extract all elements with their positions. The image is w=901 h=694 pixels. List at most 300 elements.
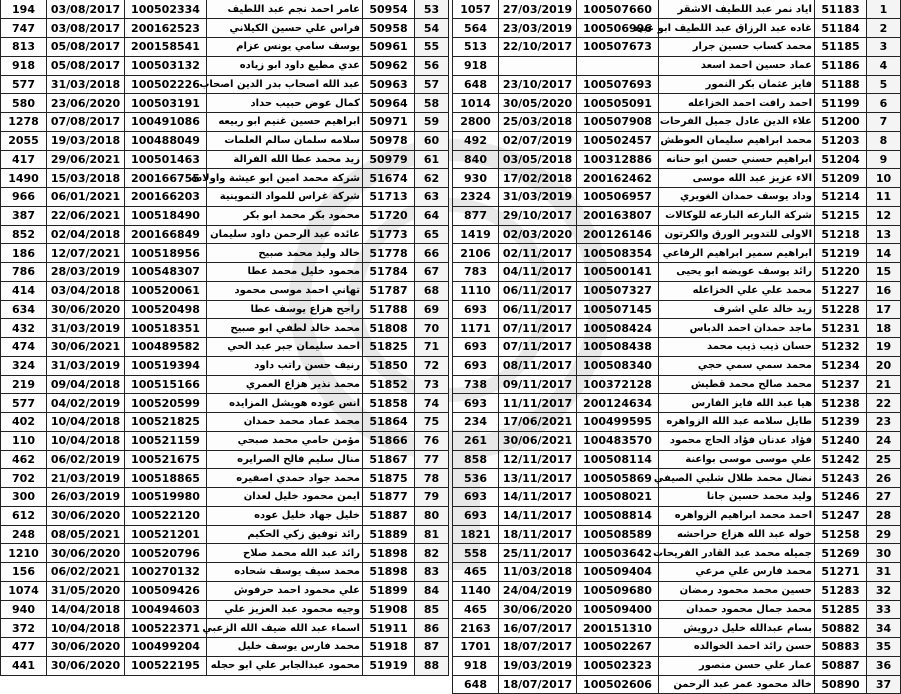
amount-cell: 110: [1, 431, 47, 450]
name-cell: عماد حسين احمد اسعد: [659, 56, 815, 75]
date-cell: 06/01/2021: [47, 188, 125, 207]
table-row: [453, 619, 901, 638]
account-id-cell: 100521159: [125, 431, 207, 450]
name-cell: عدي مطيع داود ابو زياده: [207, 56, 363, 75]
amount-cell: 186: [1, 244, 47, 263]
name-cell: خليل جهاد خليل عوده: [207, 506, 363, 525]
name-cell: زيد خالد علي اشرف: [659, 300, 815, 319]
account-id-cell: 100509680: [577, 581, 659, 600]
table-row: [1, 525, 449, 544]
account-id-cell: 100503642: [577, 544, 659, 563]
account-id-cell: 100508354: [577, 244, 659, 263]
sequence-cell: 82: [415, 544, 449, 563]
date-cell: 22/06/2021: [47, 206, 125, 225]
code-cell: 51186: [815, 56, 867, 75]
account-id-cell: 100501463: [125, 150, 207, 169]
sequence-cell: 16: [867, 281, 901, 300]
name-cell: عمار علي حسن منصور: [659, 656, 815, 675]
table-row: [453, 19, 901, 38]
date-cell: 18/11/2017: [499, 525, 577, 544]
code-cell: 51713: [363, 188, 415, 207]
date-cell: 15/03/2018: [47, 169, 125, 188]
sequence-cell: 63: [415, 188, 449, 207]
sequence-cell: 67: [415, 263, 449, 282]
name-cell: راجح هزاع يوسف عطا: [207, 300, 363, 319]
account-id-cell: 200166849: [125, 225, 207, 244]
account-id-cell: 100507660: [577, 0, 659, 19]
table-row: [453, 281, 901, 300]
code-cell: 51875: [363, 469, 415, 488]
amount-cell: 930: [453, 169, 499, 188]
amount-cell: 918: [453, 656, 499, 675]
amount-cell: 414: [1, 281, 47, 300]
date-cell: 10/04/2018: [47, 431, 125, 450]
account-id-cell: 100489582: [125, 338, 207, 357]
name-cell: محمد جمال محمود حمدان: [659, 600, 815, 619]
table-row: [1, 450, 449, 469]
amount-cell: 1278: [1, 113, 47, 132]
date-cell: 27/03/2019: [499, 0, 577, 19]
name-cell: محمد فارس علي مرعي: [659, 563, 815, 582]
account-id-cell: 100483570: [577, 431, 659, 450]
code-cell: 51850: [363, 356, 415, 375]
amount-cell: 2800: [453, 113, 499, 132]
amount-cell: 577: [1, 75, 47, 94]
account-id-cell: 100500141: [577, 263, 659, 282]
sequence-cell: 18: [867, 319, 901, 338]
code-cell: 51864: [363, 413, 415, 432]
name-cell: محمد صالح محمد قطيش: [659, 375, 815, 394]
amount-cell: 918: [1, 56, 47, 75]
name-cell: عائده عبد الرحمن داود سليمان: [207, 225, 363, 244]
name-cell: اسماء عبد الله ضيف الله الزعبي: [207, 619, 363, 638]
account-id-cell: 200162523: [125, 19, 207, 38]
name-cell: احمد سليمان جبر عبد الحي: [207, 338, 363, 357]
name-cell: وداد يوسف حمدان الغويري: [659, 188, 815, 207]
name-cell: خوله عبد الله هزاع حراحشه: [659, 525, 815, 544]
table-row: [453, 525, 901, 544]
amount-cell: 966: [1, 188, 47, 207]
account-id-cell: 100506996: [577, 19, 659, 38]
account-id-cell: 100519394: [125, 356, 207, 375]
amount-cell: 693: [453, 506, 499, 525]
amount-cell: 387: [1, 206, 47, 225]
date-cell: 21/03/2019: [47, 469, 125, 488]
sequence-cell: 29: [867, 525, 901, 544]
amount-cell: 693: [453, 338, 499, 357]
table-row: [453, 675, 901, 694]
date-cell: 14/04/2018: [47, 600, 125, 619]
date-cell: 28/03/2019: [47, 263, 125, 282]
sequence-cell: 22: [867, 394, 901, 413]
date-cell: 12/07/2021: [47, 244, 125, 263]
sequence-cell: 88: [415, 656, 449, 675]
code-cell: 51784: [363, 263, 415, 282]
table-row: [453, 150, 901, 169]
date-cell: 04/02/2019: [47, 394, 125, 413]
name-cell: علي موسى موسى بواعنة: [659, 450, 815, 469]
name-cell: وليد محمد حسين جانا: [659, 488, 815, 507]
table-row: [453, 263, 901, 282]
date-cell: 30/06/2021: [499, 431, 577, 450]
code-cell: 51246: [815, 488, 867, 507]
date-cell: 06/11/2017: [499, 281, 577, 300]
account-id-cell: 100502267: [577, 638, 659, 657]
amount-cell: 747: [1, 19, 47, 38]
code-cell: 51911: [363, 619, 415, 638]
date-cell: 11/11/2017: [499, 394, 577, 413]
date-cell: 02/11/2017: [499, 244, 577, 263]
table-row: [453, 75, 901, 94]
sequence-cell: 83: [415, 563, 449, 582]
date-cell: 30/06/2020: [499, 600, 577, 619]
code-cell: 51889: [363, 525, 415, 544]
sequence-cell: 57: [415, 75, 449, 94]
name-cell: نضال محمد طلال شلبي الصيفي: [659, 469, 815, 488]
account-id-cell: 100520498: [125, 300, 207, 319]
table-row: [1, 338, 449, 357]
account-id-cell: 100502226: [125, 75, 207, 94]
code-cell: 51271: [815, 563, 867, 582]
sequence-cell: 80: [415, 506, 449, 525]
date-cell: 31/05/2020: [47, 581, 125, 600]
sequence-cell: 62: [415, 169, 449, 188]
code-cell: 51243: [815, 469, 867, 488]
code-cell: 51919: [363, 656, 415, 675]
sequence-cell: 24: [867, 431, 901, 450]
amount-cell: 1419: [453, 225, 499, 244]
account-id-cell: 100505869: [577, 469, 659, 488]
date-cell: 11/03/2018: [499, 563, 577, 582]
date-cell: 30/06/2020: [47, 506, 125, 525]
account-id-cell: 100509426: [125, 581, 207, 600]
account-id-cell: 100522371: [125, 619, 207, 638]
amount-cell: 194: [1, 0, 47, 19]
table-row: [453, 544, 901, 563]
table-row: [1, 188, 449, 207]
amount-cell: 1110: [453, 281, 499, 300]
date-cell: 25/03/2018: [499, 113, 577, 132]
name-cell: محمود خليل محمد عطا: [207, 263, 363, 282]
date-cell: 19/03/2018: [47, 131, 125, 150]
account-id-cell: 100520599: [125, 394, 207, 413]
table-row: [453, 356, 901, 375]
date-cell: 03/08/2017: [47, 19, 125, 38]
amount-cell: 1210: [1, 544, 47, 563]
amount-cell: 786: [1, 263, 47, 282]
code-cell: 51242: [815, 450, 867, 469]
table-row: [1, 600, 449, 619]
table-row: [1, 581, 449, 600]
date-cell: 07/11/2017: [499, 319, 577, 338]
sequence-cell: 13: [867, 225, 901, 244]
code-cell: 51183: [815, 0, 867, 19]
code-cell: 50962: [363, 56, 415, 75]
account-id-cell: 100518351: [125, 319, 207, 338]
table-row: [1, 319, 449, 338]
account-id-cell: 100502606: [577, 675, 659, 694]
account-id-cell: 200151310: [577, 619, 659, 638]
code-cell: 51258: [815, 525, 867, 544]
table-row: [453, 94, 901, 113]
amount-cell: 702: [1, 469, 47, 488]
code-cell: 51214: [815, 188, 867, 207]
table-row: [453, 0, 901, 19]
name-cell: محمود عبدالجابر علي ابو حجله: [207, 656, 363, 675]
name-cell: محمود بكر محمد ابو بكر: [207, 206, 363, 225]
code-cell: 51237: [815, 375, 867, 394]
name-cell: اياد نمر عبد اللطيف الاشقر: [659, 0, 815, 19]
account-id-cell: 200126146: [577, 225, 659, 244]
sequence-cell: 54: [415, 19, 449, 38]
date-cell: 09/04/2018: [47, 375, 125, 394]
code-cell: 51285: [815, 600, 867, 619]
records-table-right: [452, 0, 901, 694]
table-row: [453, 300, 901, 319]
sequence-cell: 23: [867, 413, 901, 432]
sequence-cell: 28: [867, 506, 901, 525]
account-id-cell: 100508589: [577, 525, 659, 544]
amount-cell: 783: [453, 263, 499, 282]
date-cell: 31/03/2018: [47, 75, 125, 94]
account-id-cell: 100518865: [125, 469, 207, 488]
table-row: [1, 206, 449, 225]
table-row: [1, 19, 449, 38]
sequence-cell: 25: [867, 450, 901, 469]
code-cell: 50963: [363, 75, 415, 94]
table-row: [1, 113, 449, 132]
name-cell: تهاني احمد موسى محمود: [207, 281, 363, 300]
code-cell: 51232: [815, 338, 867, 357]
code-cell: 51269: [815, 544, 867, 563]
name-cell: كمال عوض حبيب حداد: [207, 94, 363, 113]
amount-cell: 840: [453, 150, 499, 169]
date-cell: 14/11/2017: [499, 506, 577, 525]
account-id-cell: 100518490: [125, 206, 207, 225]
code-cell: 51852: [363, 375, 415, 394]
table-row: [453, 169, 901, 188]
code-cell: 51204: [815, 150, 867, 169]
code-cell: 51203: [815, 131, 867, 150]
table-row: [1, 225, 449, 244]
date-cell: 05/08/2017: [47, 56, 125, 75]
amount-cell: 813: [1, 38, 47, 57]
sequence-cell: 12: [867, 206, 901, 225]
table-row: [1, 300, 449, 319]
sequence-cell: 53: [415, 0, 449, 19]
name-cell: محمد كساب حسين جرار: [659, 38, 815, 57]
date-cell: 16/07/2017: [499, 619, 577, 638]
account-id-cell: 100508438: [577, 338, 659, 357]
account-id-cell: 100507908: [577, 113, 659, 132]
code-cell: 51228: [815, 300, 867, 319]
date-cell: 07/08/2017: [47, 113, 125, 132]
table-row: [1, 56, 449, 75]
sequence-cell: 19: [867, 338, 901, 357]
account-id-cell: 100503132: [125, 56, 207, 75]
name-cell: رنيف حسن راتب داود: [207, 356, 363, 375]
table-row: [1, 356, 449, 375]
sequence-cell: 66: [415, 244, 449, 263]
date-cell: 10/04/2018: [47, 413, 125, 432]
sequence-cell: 78: [415, 469, 449, 488]
table-row: [453, 131, 901, 150]
account-id-cell: 200158541: [125, 38, 207, 57]
amount-cell: 877: [453, 206, 499, 225]
amount-cell: 2163: [453, 619, 499, 638]
table-row: [1, 38, 449, 57]
name-cell: فايز عثمان بكر النمور: [659, 75, 815, 94]
account-id-cell: 100515166: [125, 375, 207, 394]
amount-cell: 852: [1, 225, 47, 244]
table-row: [453, 206, 901, 225]
name-cell: غاده عبد الرزاق عبد اللطيف ابو عبيد: [659, 19, 815, 38]
code-cell: 51247: [815, 506, 867, 525]
sequence-cell: 70: [415, 319, 449, 338]
account-id-cell: 100312886: [577, 150, 659, 169]
date-cell: 02/03/2020: [499, 225, 577, 244]
sequence-cell: 81: [415, 525, 449, 544]
name-cell: زيد محمد عطا الله الفرالة: [207, 150, 363, 169]
amount-cell: 693: [453, 356, 499, 375]
sequence-cell: 30: [867, 544, 901, 563]
table-row: [1, 394, 449, 413]
sequence-cell: 34: [867, 619, 901, 638]
table-row: [453, 656, 901, 675]
amount-cell: 474: [1, 338, 47, 357]
amount-cell: 693: [453, 300, 499, 319]
code-cell: 51240: [815, 431, 867, 450]
account-id-cell: 100372128: [577, 375, 659, 394]
amount-cell: 1171: [453, 319, 499, 338]
sequence-cell: 77: [415, 450, 449, 469]
sequence-cell: 75: [415, 413, 449, 432]
table-row: [453, 581, 901, 600]
amount-cell: 462: [1, 450, 47, 469]
account-id-cell: 100506957: [577, 188, 659, 207]
sequence-cell: 68: [415, 281, 449, 300]
amount-cell: 940: [1, 600, 47, 619]
account-id-cell: 100508424: [577, 319, 659, 338]
code-cell: 51788: [363, 300, 415, 319]
code-cell: 51808: [363, 319, 415, 338]
account-id-cell: [577, 56, 659, 75]
date-cell: 03/08/2017: [47, 0, 125, 19]
code-cell: 51188: [815, 75, 867, 94]
table-row: [1, 94, 449, 113]
table-row: [1, 619, 449, 638]
name-cell: بسام عبدالله خليل درويش: [659, 619, 815, 638]
sequence-cell: 21: [867, 375, 901, 394]
account-id-cell: 100509400: [577, 600, 659, 619]
account-id-cell: 200162462: [577, 169, 659, 188]
table-row: [453, 188, 901, 207]
date-cell: 06/02/2019: [47, 450, 125, 469]
amount-cell: 648: [453, 75, 499, 94]
table-row: [453, 225, 901, 244]
account-id-cell: 100522120: [125, 506, 207, 525]
code-cell: 51215: [815, 206, 867, 225]
account-id-cell: 100491086: [125, 113, 207, 132]
table-row: [1, 469, 449, 488]
name-cell: احمد محمد ابراهيم الزواهره: [659, 506, 815, 525]
sequence-cell: 2: [867, 19, 901, 38]
table-row: [453, 338, 901, 357]
account-id-cell: 100494603: [125, 600, 207, 619]
sequence-cell: 7: [867, 113, 901, 132]
date-cell: 19/03/2019: [499, 656, 577, 675]
table-row: [1, 431, 449, 450]
table-row: [1, 413, 449, 432]
date-cell: 29/10/2017: [499, 206, 577, 225]
account-id-cell: 100508340: [577, 356, 659, 375]
sequence-cell: 27: [867, 488, 901, 507]
code-cell: 51899: [363, 581, 415, 600]
amount-cell: 417: [1, 150, 47, 169]
amount-cell: 465: [453, 600, 499, 619]
amount-cell: 234: [453, 413, 499, 432]
name-cell: الاء عزيز عبد الله موسى: [659, 169, 815, 188]
table-row: [453, 413, 901, 432]
name-cell: شركة غراس للمواد التموينية: [207, 188, 363, 207]
account-id-cell: 100270132: [125, 563, 207, 582]
name-cell: محمد جواد حمدي اصفيره: [207, 469, 363, 488]
code-cell: 51867: [363, 450, 415, 469]
code-cell: 51283: [815, 581, 867, 600]
code-cell: 51898: [363, 563, 415, 582]
amount-cell: 432: [1, 319, 47, 338]
account-id-cell: 100507327: [577, 281, 659, 300]
code-cell: 51209: [815, 169, 867, 188]
code-cell: 50971: [363, 113, 415, 132]
table-row: [1, 638, 449, 657]
date-cell: 05/08/2017: [47, 38, 125, 57]
table-row: [453, 431, 901, 450]
sequence-cell: 84: [415, 581, 449, 600]
table-row: [1, 169, 449, 188]
sequence-cell: 1: [867, 0, 901, 19]
sequence-cell: 6: [867, 94, 901, 113]
date-cell: 06/11/2017: [499, 300, 577, 319]
table-row: [453, 563, 901, 582]
account-id-cell: 200124634: [577, 394, 659, 413]
code-cell: 51239: [815, 413, 867, 432]
sequence-cell: 31: [867, 563, 901, 582]
date-cell: 30/06/2020: [47, 300, 125, 319]
name-cell: ابراهيم حسين غنيم ابو ربيعه: [207, 113, 363, 132]
name-cell: ايمن محمود خليل لعدان: [207, 488, 363, 507]
table-row: [453, 638, 901, 657]
amount-cell: 2106: [453, 244, 499, 263]
code-cell: 50979: [363, 150, 415, 169]
date-cell: 13/11/2017: [499, 469, 577, 488]
account-id-cell: 100522195: [125, 656, 207, 675]
account-id-cell: 100503191: [125, 94, 207, 113]
account-id-cell: 100502323: [577, 656, 659, 675]
name-cell: ابراهيم سمير ابراهيم الرفاعي: [659, 244, 815, 263]
sequence-cell: 33: [867, 600, 901, 619]
amount-cell: 1057: [453, 0, 499, 19]
date-cell: 14/11/2017: [499, 488, 577, 507]
sequence-cell: 71: [415, 338, 449, 357]
name-cell: عامر احمد نجم عبد اللطيف: [207, 0, 363, 19]
table-row: [1, 150, 449, 169]
amount-cell: 492: [453, 131, 499, 150]
sequence-cell: 60: [415, 131, 449, 150]
sequence-cell: 17: [867, 300, 901, 319]
code-cell: 51218: [815, 225, 867, 244]
table-row: [453, 56, 901, 75]
